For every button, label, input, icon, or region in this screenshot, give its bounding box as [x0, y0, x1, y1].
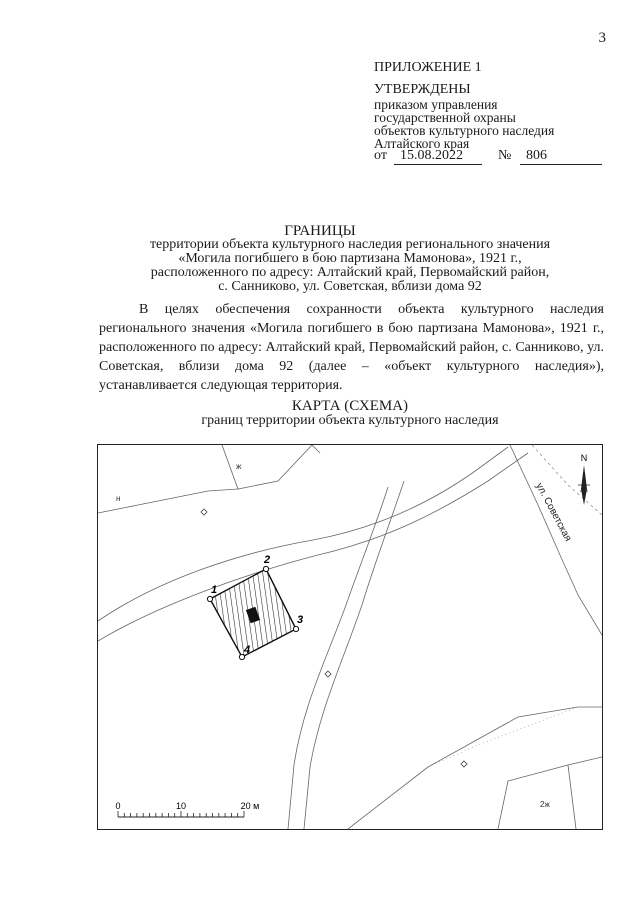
map-title: КАРТА (СХЕМА)	[291, 398, 409, 414]
map-scheme	[97, 444, 603, 830]
approval-line: государственной охраны	[374, 110, 516, 125]
page-number: 3	[598, 30, 606, 46]
approval-block	[374, 83, 554, 150]
order-number: 806	[526, 148, 547, 163]
parcel-line	[312, 445, 320, 453]
road-edge	[98, 447, 508, 621]
appendix-label: ПРИЛОЖЕНИЕ 1	[374, 60, 482, 75]
scale-label: 0	[115, 801, 121, 811]
date-prefix: от	[374, 148, 387, 163]
point-label: 3	[297, 614, 304, 626]
scale-label: 10	[175, 801, 187, 811]
lane-edge	[288, 487, 388, 829]
street-label: ул. Советская	[533, 481, 574, 544]
number-underline	[520, 164, 602, 165]
subtitle-line: территории объекта культурного наследия регионального значения	[149, 237, 551, 252]
subtitle-line: «Могила погибшего в бою партизана Мамонова», 1921 г.,	[178, 251, 522, 266]
scale-label: 20 м	[240, 801, 260, 811]
boundary-point	[263, 566, 268, 571]
building-label: н	[116, 494, 121, 503]
road-edge	[98, 453, 528, 641]
point-label: 4	[244, 644, 251, 656]
subtitle-line: расположенного по адресу: Алтайский край, Первомайский район,	[150, 265, 550, 280]
building-label: 2ж	[540, 800, 550, 809]
document-subtitle	[80, 238, 620, 294]
building-outline	[568, 765, 576, 829]
boundary-point	[207, 596, 212, 601]
boundary-point	[293, 626, 298, 631]
document-title: ГРАНИЦЫ	[284, 223, 356, 239]
building-label: ж	[236, 462, 242, 471]
approval-line: приказом управления	[374, 97, 498, 112]
order-date: 15.08.2022	[400, 148, 463, 163]
north-label: N	[580, 453, 588, 463]
body-paragraph: В целях обеспечения сохранности объекта культурного наследия регионального значения «Могила погибшего в бою партизана Мамонова», 1921 г., расположенного по адресу: Алтайский край, Первомайский район, с. Санниково, ул. Советская, вблизи дома 92 (далее – «объект культурного наследия»), устанавливается следующая территория.	[99, 302, 604, 393]
map-drawing	[98, 445, 602, 829]
tree-marker	[325, 671, 331, 677]
point-label: 1	[211, 584, 218, 596]
building-outline	[498, 757, 602, 829]
street-edge	[510, 445, 602, 635]
date-underline	[394, 164, 482, 165]
number-prefix: №	[498, 148, 512, 163]
approval-line: объектов культурного наследия	[374, 123, 555, 138]
approval-heading: УТВЕРЖДЕНЫ	[374, 82, 471, 97]
scale-bar	[118, 811, 244, 817]
tree-marker	[201, 509, 207, 515]
parcel-line	[348, 707, 578, 829]
approval-line: Алтайского края	[374, 136, 470, 151]
point-label: 2	[264, 554, 271, 566]
subtitle-line: с. Санниково, ул. Советская, вблизи дома 92	[218, 279, 482, 294]
tree-marker	[461, 761, 467, 767]
map-subtitle: границ территории объекта культурного наследия	[201, 413, 499, 428]
fence-line	[428, 707, 578, 767]
street-edge	[532, 445, 602, 515]
order-date-number	[374, 148, 602, 166]
